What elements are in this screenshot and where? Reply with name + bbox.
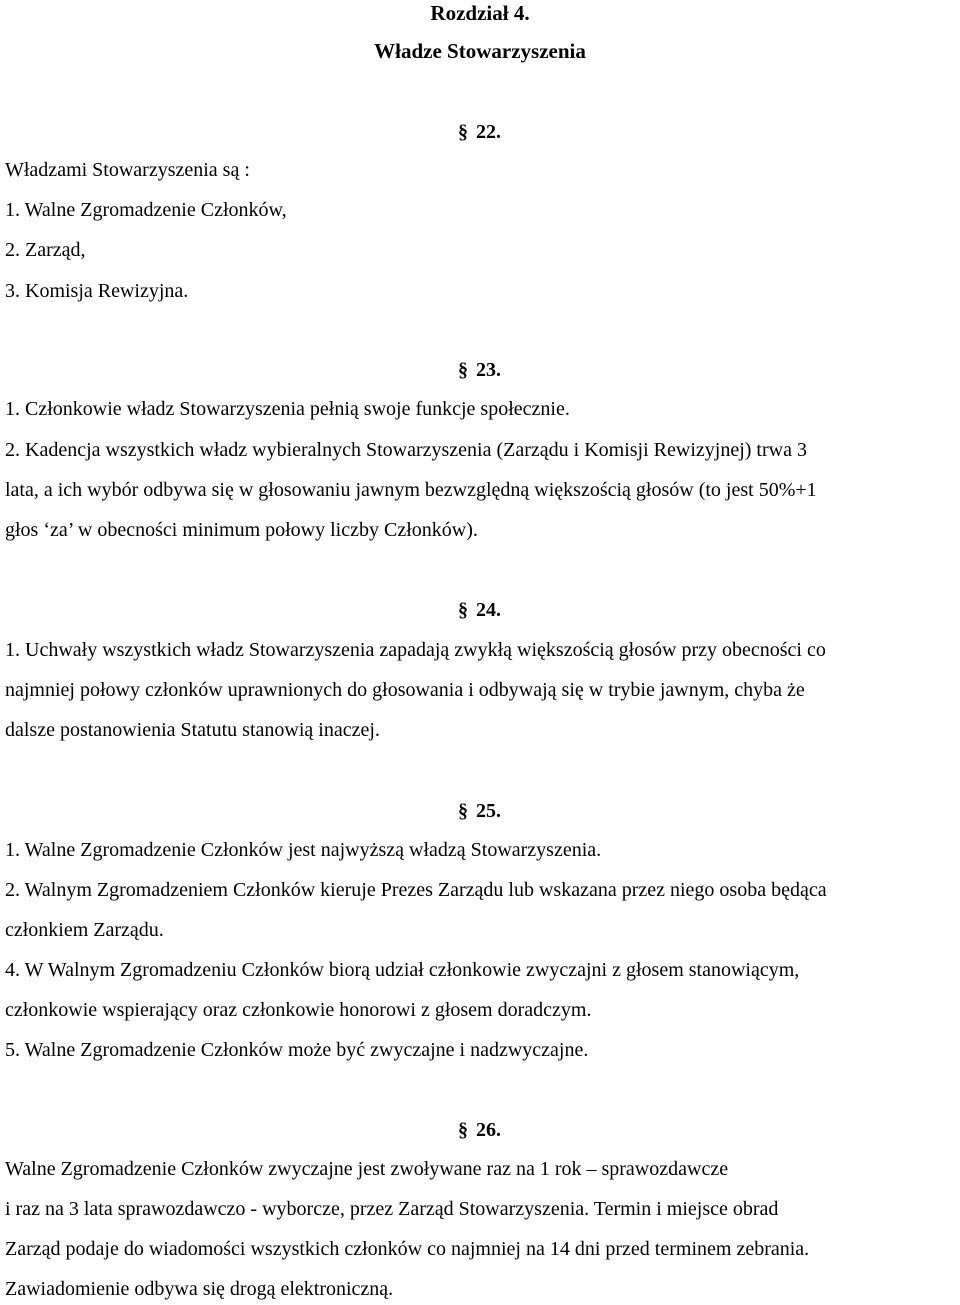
- paragraph-line: 2. Zarząd,: [5, 239, 86, 261]
- paragraph-line: Walne Zgromadzenie Członków zwyczajne jest zwoływane raz na 1 rok – sprawozdawcze: [5, 1158, 729, 1180]
- paragraph-line: lata, a ich wybór odbywa się w głosowaniu jawnym bezwzględną większością głosów (to jest 50%+1: [5, 479, 817, 501]
- paragraph-line: 1. Członkowie władz Stowarzyszenia pełnią swoje funkcje społecznie.: [5, 398, 570, 420]
- section-heading-24: [458, 598, 501, 622]
- paragraph-line: najmniej połowy członków uprawnionych do głosowania i odbywają się w trybie jawnym, chyba że: [5, 679, 805, 701]
- section-symbol: §: [458, 599, 468, 621]
- paragraph-line: 1. Walne Zgromadzenie Członków jest najwyższą władzą Stowarzyszenia.: [5, 839, 602, 861]
- paragraph-line: Władzami Stowarzyszenia są :: [5, 159, 250, 181]
- chapter-title: Władze Stowarzyszenia: [374, 39, 586, 63]
- section-number: 23.: [476, 359, 501, 381]
- paragraph-line: 5. Walne Zgromadzenie Członków może być zwyczajne i nadzwyczajne.: [5, 1039, 589, 1061]
- section-number: 24.: [476, 599, 501, 621]
- section-number: 22.: [476, 121, 501, 143]
- paragraph-line: Zarząd podaje do wiadomości wszystkich członków co najmniej na 14 dni przed terminem zebrania.: [5, 1238, 810, 1260]
- paragraph-line: członkiem Zarządu.: [5, 919, 164, 941]
- paragraph-line: i raz na 3 lata sprawozdawczo - wyborcze, przez Zarząd Stowarzyszenia. Termin i miejsce obrad: [5, 1198, 779, 1220]
- paragraph-line: dalsze postanowienia Statutu stanowią inaczej.: [5, 719, 380, 741]
- paragraph-line: 4. W Walnym Zgromadzeniu Członków biorą udział członkowie zwyczajni z głosem stanowiącym,: [5, 959, 800, 981]
- chapter-label: Rozdział 4.: [430, 1, 530, 25]
- section-symbol: §: [458, 121, 468, 143]
- paragraph-line: Zawiadomienie odbywa się drogą elektroniczną.: [5, 1278, 394, 1300]
- section-number: 26.: [476, 1119, 501, 1141]
- paragraph-line: 3. Komisja Rewizyjna.: [5, 280, 189, 302]
- paragraph-line: 2. Walnym Zgromadzeniem Członków kieruje Prezes Zarządu lub wskazana przez niego osoba będąca: [5, 879, 827, 901]
- section-symbol: §: [458, 359, 468, 381]
- section-symbol: §: [458, 1119, 468, 1141]
- section-heading-25: [458, 799, 501, 823]
- section-symbol: §: [458, 800, 468, 822]
- paragraph-line: 1. Walne Zgromadzenie Członków,: [5, 199, 287, 221]
- paragraph-line: członkowie wspierający oraz członkowie honorowi z głosem doradczym.: [5, 999, 592, 1021]
- section-number: 25.: [476, 800, 501, 822]
- section-heading-23: [458, 358, 501, 382]
- section-heading-26: [458, 1118, 501, 1142]
- section-heading-22: [458, 120, 501, 144]
- paragraph-line: 2. Kadencja wszystkich władz wybieralnych Stowarzyszenia (Zarządu i Komisji Rewizyjnej) trwa 3: [5, 439, 807, 461]
- paragraph-line: 1. Uchwały wszystkich władz Stowarzyszenia zapadają zwykłą większością głosów przy obecności co: [5, 639, 826, 661]
- paragraph-line: głos ‘za’ w obecności minimum połowy liczby Członków).: [5, 519, 478, 541]
